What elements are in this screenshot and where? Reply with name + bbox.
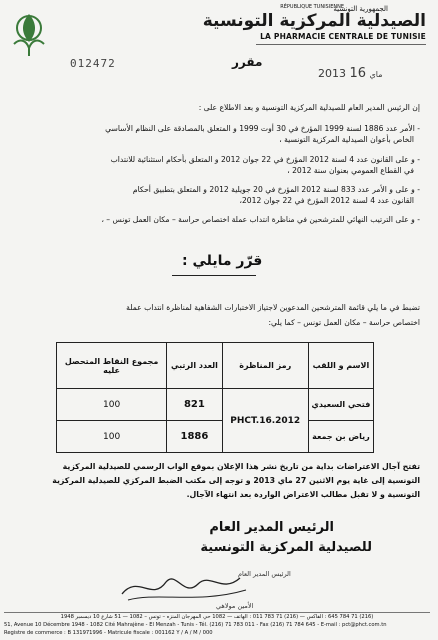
decree-heading: قرّر مايلي :: [182, 253, 263, 269]
org-name-ar: الصيدلية المركزية التونسية: [202, 11, 426, 31]
document-number: 012472: [70, 57, 116, 70]
signature-stamp-icon: [118, 564, 291, 610]
clause-4: - و على الترتيب النهائي للمترشحين في مناظرة انتداب عملة اختصاص حراسة – مكان العمل تونس – ،: [101, 215, 420, 225]
pharmacy-logo-icon: [6, 8, 52, 58]
date-month: ماي: [369, 70, 383, 79]
date-day: 16: [349, 66, 367, 81]
para-2-line-1: تفتح آجال الاعتراضات بداية من تاريخ نشر هذا الإعلان بموقع الواب الرسمي للصيدلية المركزية: [62, 462, 420, 471]
stamp-name-text: الأمين مولاهي: [216, 602, 254, 610]
para-1-line-2: اختصاص حراسة – مكان العمل تونس – كما يلي:: [268, 318, 420, 327]
footer-line-registry: Registre de commerce : B 131971996 - Matricule fiscale : 001162 Y / A / M / 000: [4, 630, 213, 636]
footer-line-ar: (216) 71 784 645 : الفاكس — (216) 71 783 011 : الهاتف — 1082 حي المهرجان المنزه – تونس – 1082 — 51 شارع 10 ديسمبر 1948: [60, 614, 374, 620]
footer-line-address: 51, Avenue 10 Décembre 1948 - 1082 Cité Mahrajène - El Menzah - Tunis - Tél. (216) 71 783 011 - Fax (216) 71 784 645 - E-mail : pct@phct.com.tn: [4, 622, 387, 628]
republic-label-fr: RÉPUBLIQUE TUNISIENNE: [280, 4, 344, 10]
decree-heading-underline: [172, 275, 256, 276]
para-2-line-3: التونسية و لا تقبل مطالب الاعتراض الواردة بعد انتهاء الآجال.: [186, 490, 420, 499]
footer-divider: [4, 612, 430, 613]
intro-text: إن الرئيس المدير العام للصيدلية المركزية التونسية و بعد الاطلاع على :: [198, 103, 420, 112]
clause-2-line-1: - و على القانون عدد 4 لسنة 2012 المؤرخ في 22 جوان 2012 و المتعلق بأحكام استثنائية للانتداب: [111, 155, 420, 165]
para-1-line-1: تضبط في ما يلي قائمة المترشحين المدعوين لاجتياز الاختبارات الشفاهية لمناظرة انتداب عملة: [126, 303, 420, 312]
cell-points: 100: [57, 421, 167, 453]
cell-points: 100: [57, 389, 167, 421]
republic-label-ar: الجمهورية التونسية: [333, 5, 388, 13]
header-points: مجموع النقاط المتحصل عليه: [57, 343, 167, 389]
org-name-fr: LA PHARMACIE CENTRALE DE TUNISIE: [260, 32, 426, 41]
para-2-line-2: التونسية إلى غاية يوم الاثنين 27 ماي 2013 و توجه إلى مكتب الضبط المركزي للصيدلية المركزية: [52, 476, 420, 485]
candidates-table: [56, 342, 374, 453]
table-header-row: [57, 343, 374, 389]
table-row: [57, 421, 374, 453]
header-code: رمز المناظرة: [222, 343, 308, 389]
signature-title: الرئيس المدير العام: [209, 520, 334, 535]
document-title: مقرر: [232, 55, 263, 69]
stamp-title-text: الرئيس المدير العام: [238, 570, 291, 578]
table-row: [57, 389, 374, 421]
header-rank: العدد الرتبي: [167, 343, 222, 389]
clause-3-line-2: القانون عدد 4 لسنة 2012 المؤرخ في 22 جوان 2012،: [239, 196, 414, 205]
clause-1-line-2: الخاص بأعوان الصيدلية المركزية التونسية ،: [279, 135, 414, 144]
cell-name: فتحي السعيدي: [308, 389, 373, 421]
cell-code: PHCT.16.2012: [222, 389, 308, 453]
header-name: الاسم و اللقب: [308, 343, 373, 389]
cell-rank: 821: [167, 389, 222, 421]
clause-2-line-2: في القطاع العمومي بعنوان سنة 2012 ،: [287, 166, 414, 175]
header-divider: [256, 44, 426, 45]
date-stamp: [318, 66, 383, 81]
clause-1-line-1: - الأمر عدد 1886 لسنة 1999 المؤرخ في 30 أوت 1999 و المتعلق بالمصادقة على النظام الأساسي: [105, 124, 420, 134]
clause-3-line-1: - و على و الأمر عدد 833 لسنة 2012 المؤرخ في 20 جويلية 2012 و المتعلق بتطبيق أحكام: [133, 185, 420, 195]
date-year: 2013: [318, 67, 346, 80]
signature-org: للصيدلية المركزية التونسية: [200, 540, 372, 555]
cell-name: رياض بن جمعة: [308, 421, 373, 453]
cell-rank: 1886: [167, 421, 222, 453]
